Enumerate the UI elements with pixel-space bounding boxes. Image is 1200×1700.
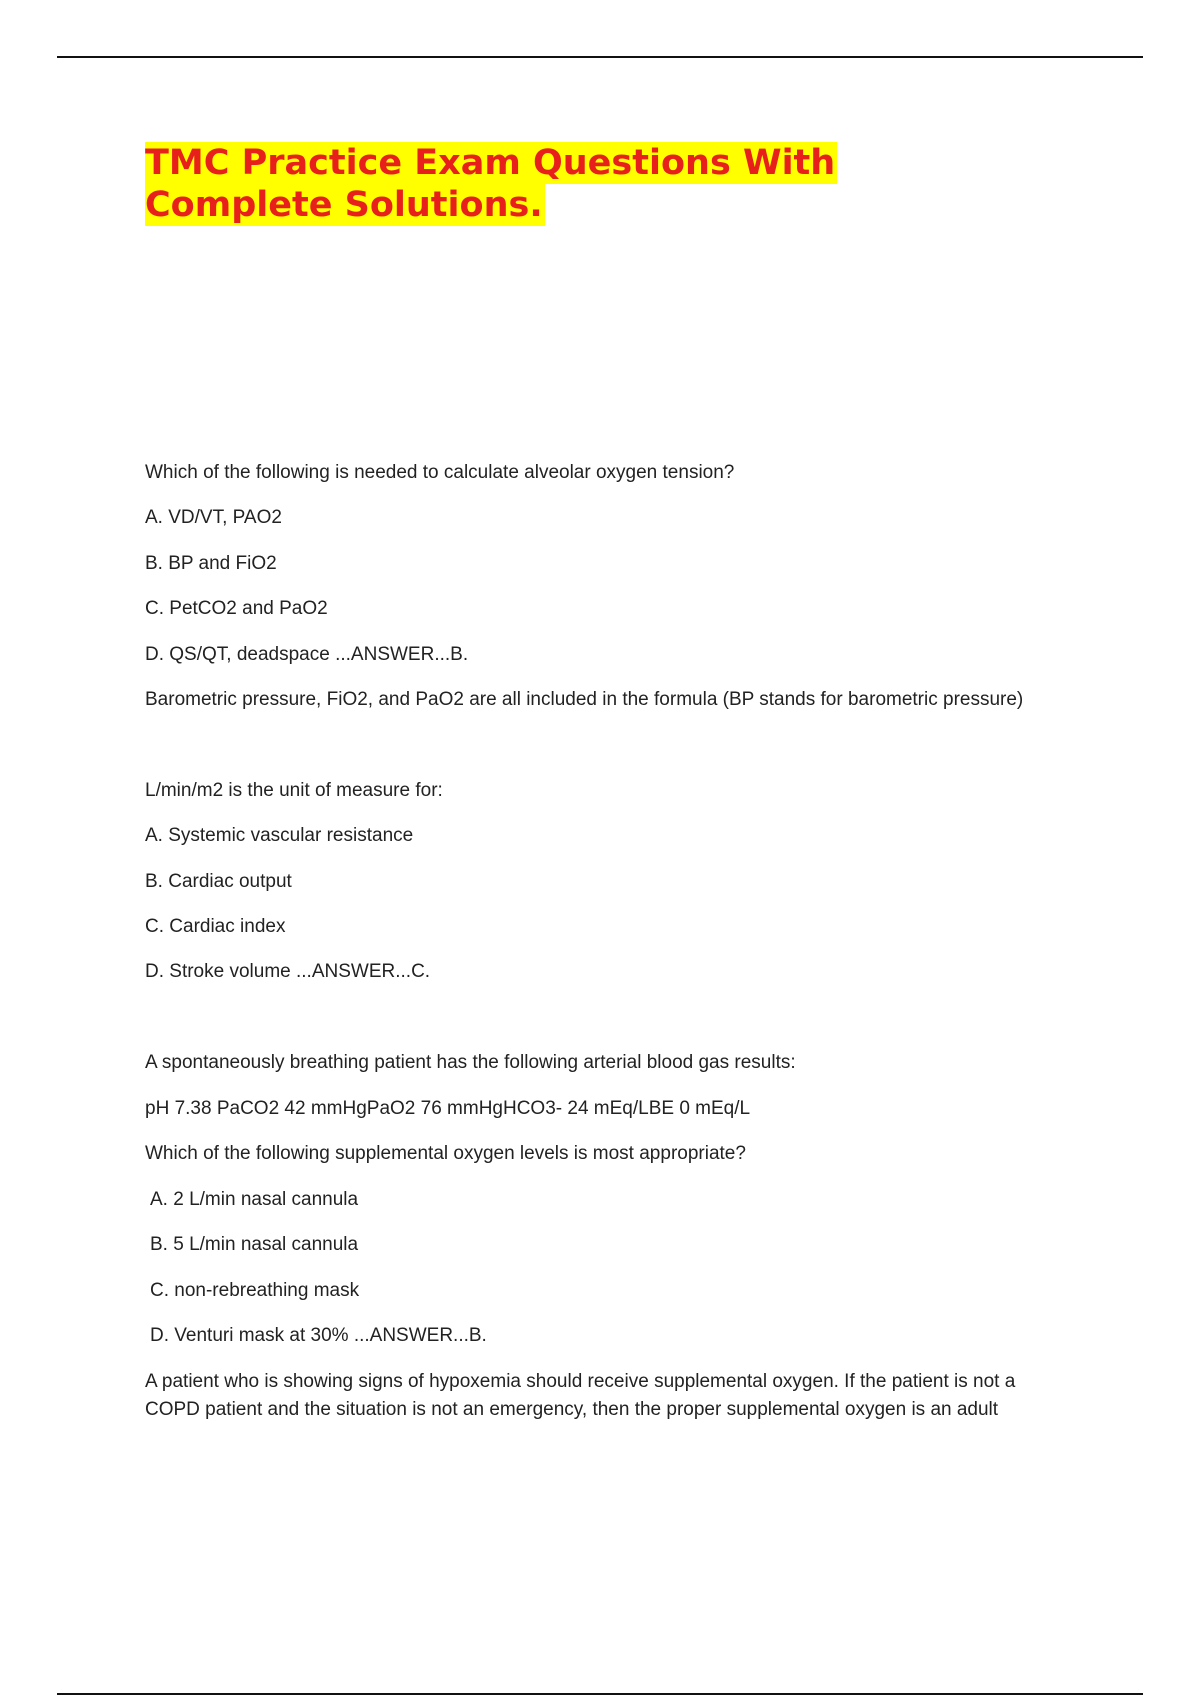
document-title xyxy=(145,142,837,226)
question-1-option-d-answer: D. QS/QT, deadspace ...ANSWER...B. xyxy=(145,644,469,665)
question-2-option-d-answer: D. Stroke volume ...ANSWER...C. xyxy=(145,961,431,982)
question-1-prompt: Which of the following is needed to calculate alveolar oxygen tension? xyxy=(145,462,735,483)
question-3-explanation-line-2: COPD patient and the situation is not an emergency, then the proper supplemental oxygen is an adult xyxy=(145,1399,999,1420)
bottom-rule xyxy=(57,1693,1143,1695)
question-2-option-c: C. Cardiac index xyxy=(145,916,286,937)
question-3-explanation-line-1: A patient who is showing signs of hypoxemia should receive supplemental oxygen. If the patient is not a xyxy=(145,1371,1016,1392)
question-3-option-b: B. 5 L/min nasal cannula xyxy=(150,1234,359,1255)
question-3-option-c: C. non-rebreathing mask xyxy=(150,1280,360,1301)
question-3-blood-gas-results: pH 7.38 PaCO2 42 mmHgPaO2 76 mmHgHCO3- 24 mEq/LBE 0 mEq/L xyxy=(145,1098,751,1119)
question-2-option-a: A. Systemic vascular resistance xyxy=(145,825,414,846)
title-line-2: Complete Solutions. xyxy=(145,185,543,225)
question-2-prompt: L/min/m2 is the unit of measure for: xyxy=(145,780,443,801)
question-1-option-a: A. VD/VT, PAO2 xyxy=(145,507,282,528)
question-1-explanation: Barometric pressure, FiO2, and PaO2 are all included in the formula (BP stands for barometric pressure) xyxy=(145,689,1024,710)
question-1-option-b: B. BP and FiO2 xyxy=(145,553,277,574)
question-3-prompt: A spontaneously breathing patient has the following arterial blood gas results: xyxy=(145,1052,796,1073)
title-line-1: TMC Practice Exam Questions With xyxy=(145,143,836,183)
question-2-option-b: B. Cardiac output xyxy=(145,871,292,892)
question-1-option-c: C. PetCO2 and PaO2 xyxy=(145,598,328,619)
question-3-option-a: A. 2 L/min nasal cannula xyxy=(150,1189,359,1210)
question-3-option-d-answer: D. Venturi mask at 30% ...ANSWER...B. xyxy=(150,1325,487,1346)
top-rule xyxy=(57,56,1143,58)
question-3-question-line: Which of the following supplemental oxygen levels is most appropriate? xyxy=(145,1143,746,1164)
